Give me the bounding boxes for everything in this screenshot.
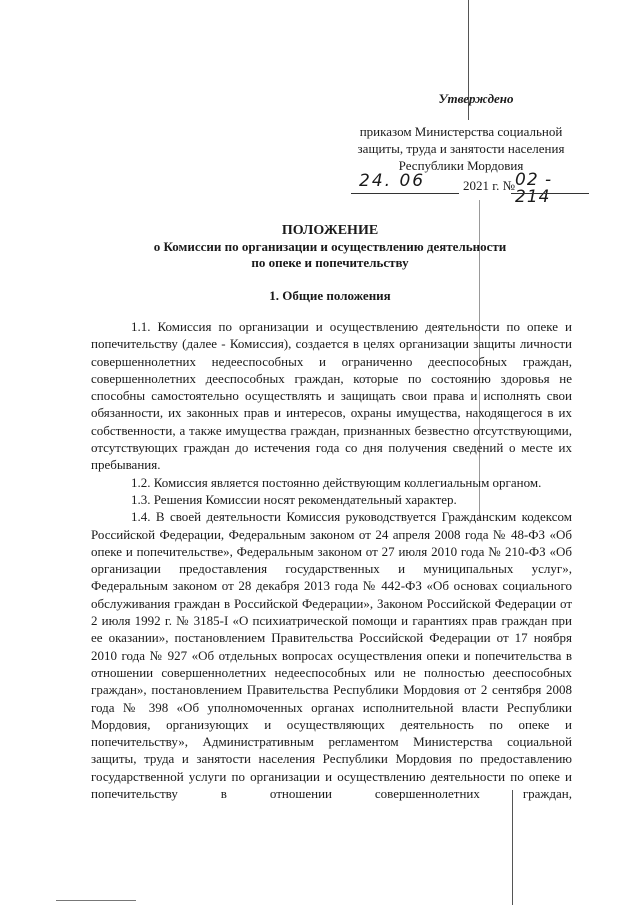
document-subtitle: по опеке и попечительству xyxy=(251,255,409,270)
document-title: ПОЛОЖЕНИЕ xyxy=(281,223,379,238)
approval-line: Республики Мордовия xyxy=(398,158,524,173)
approval-date-number-row xyxy=(341,170,581,207)
scan-artifact-line xyxy=(512,790,513,905)
approval-heading: Утверждено xyxy=(438,91,514,106)
number-underline xyxy=(511,193,589,194)
paragraph: 1.3. Решения Комиссии носят рекомендательный характер. xyxy=(131,491,457,507)
year-number-label: 2021 г. № xyxy=(463,178,516,193)
date-underline xyxy=(351,193,459,194)
document-subtitle: о Комиссии по организации и осуществлению деятельности xyxy=(153,239,507,254)
approval-stamp-block xyxy=(341,90,581,207)
handwritten-date: 24. 06 xyxy=(359,171,426,191)
paragraph: 1.1. Комиссия по организации и осуществлению деятельности по опеке и попечительству (далее - Комиссия), создается в целях организации защиты личности совершеннолетних недееспособных и ограниченно дееспособных граждан, совершеннолетних дееспособных граждан, которые по состоянию здоровья не способны самостоятельно осуществлять и защищать свои права и исполнять свои обязанности, их законных прав и интересов, охраны имущества, находящегося в их собственности, а также имущества граждан, признанных безвестно отсутствующими, отсутствующих граждан до истечения года со дня получения сведений о месте их пребывания. xyxy=(91,319,572,473)
paragraph: 1.4. В своей деятельности Комиссия руководствуется Гражданским кодексом Российской Федерации, Федеральным законом от 24 апреля 2008 года № 48-ФЗ «Об опеке и попечительстве», Федеральным законом от 27 июля 2010 года № 210-ФЗ «Об организации предоставления государственных и муниципальных услуг», Федеральным законом от 28 декабря 2013 года № 442-ФЗ «Об основах социального обслуживания граждан в Российской Федерации», Законом Российской Федерации от 2 июля 1992 г. № 3185-I «О психиатрической помощи и гарантиях прав граждан при ее оказании», постановлением Правительства Российской Федерации от 17 ноября 2010 года № 927 «Об отдельных вопросах осуществления опеки и попечительства в отношении совершеннолетних недееспособных или не полностью дееспособных граждан», постановлением Правительства Республики Мордовия от 2 сентября 2008 года № 398 «Об уполномоченных органах исполнительной власти Республики Мордовия, организующих и осуществляющих деятельность по опеке и попечительству», Административным регламентом Министерства социальной защиты, труда и занятости населения Республики Мордовия по предоставлению государственной услуги по организации и осуществлению деятельности по опеке и попечительству в отношении совершеннолетних граждан, xyxy=(91,509,572,802)
approval-line: защиты, труда и занятости населения xyxy=(357,141,565,156)
section-heading: 1. Общие положения xyxy=(269,288,391,303)
footer-rule xyxy=(56,900,136,901)
approval-line: приказом Министерства социальной xyxy=(359,124,563,139)
document-body xyxy=(91,318,572,802)
paragraph: 1.2. Комиссия является постоянно действующим коллегиальным органом. xyxy=(131,474,542,490)
handwritten-order-number: 02 - 214 xyxy=(515,170,553,207)
